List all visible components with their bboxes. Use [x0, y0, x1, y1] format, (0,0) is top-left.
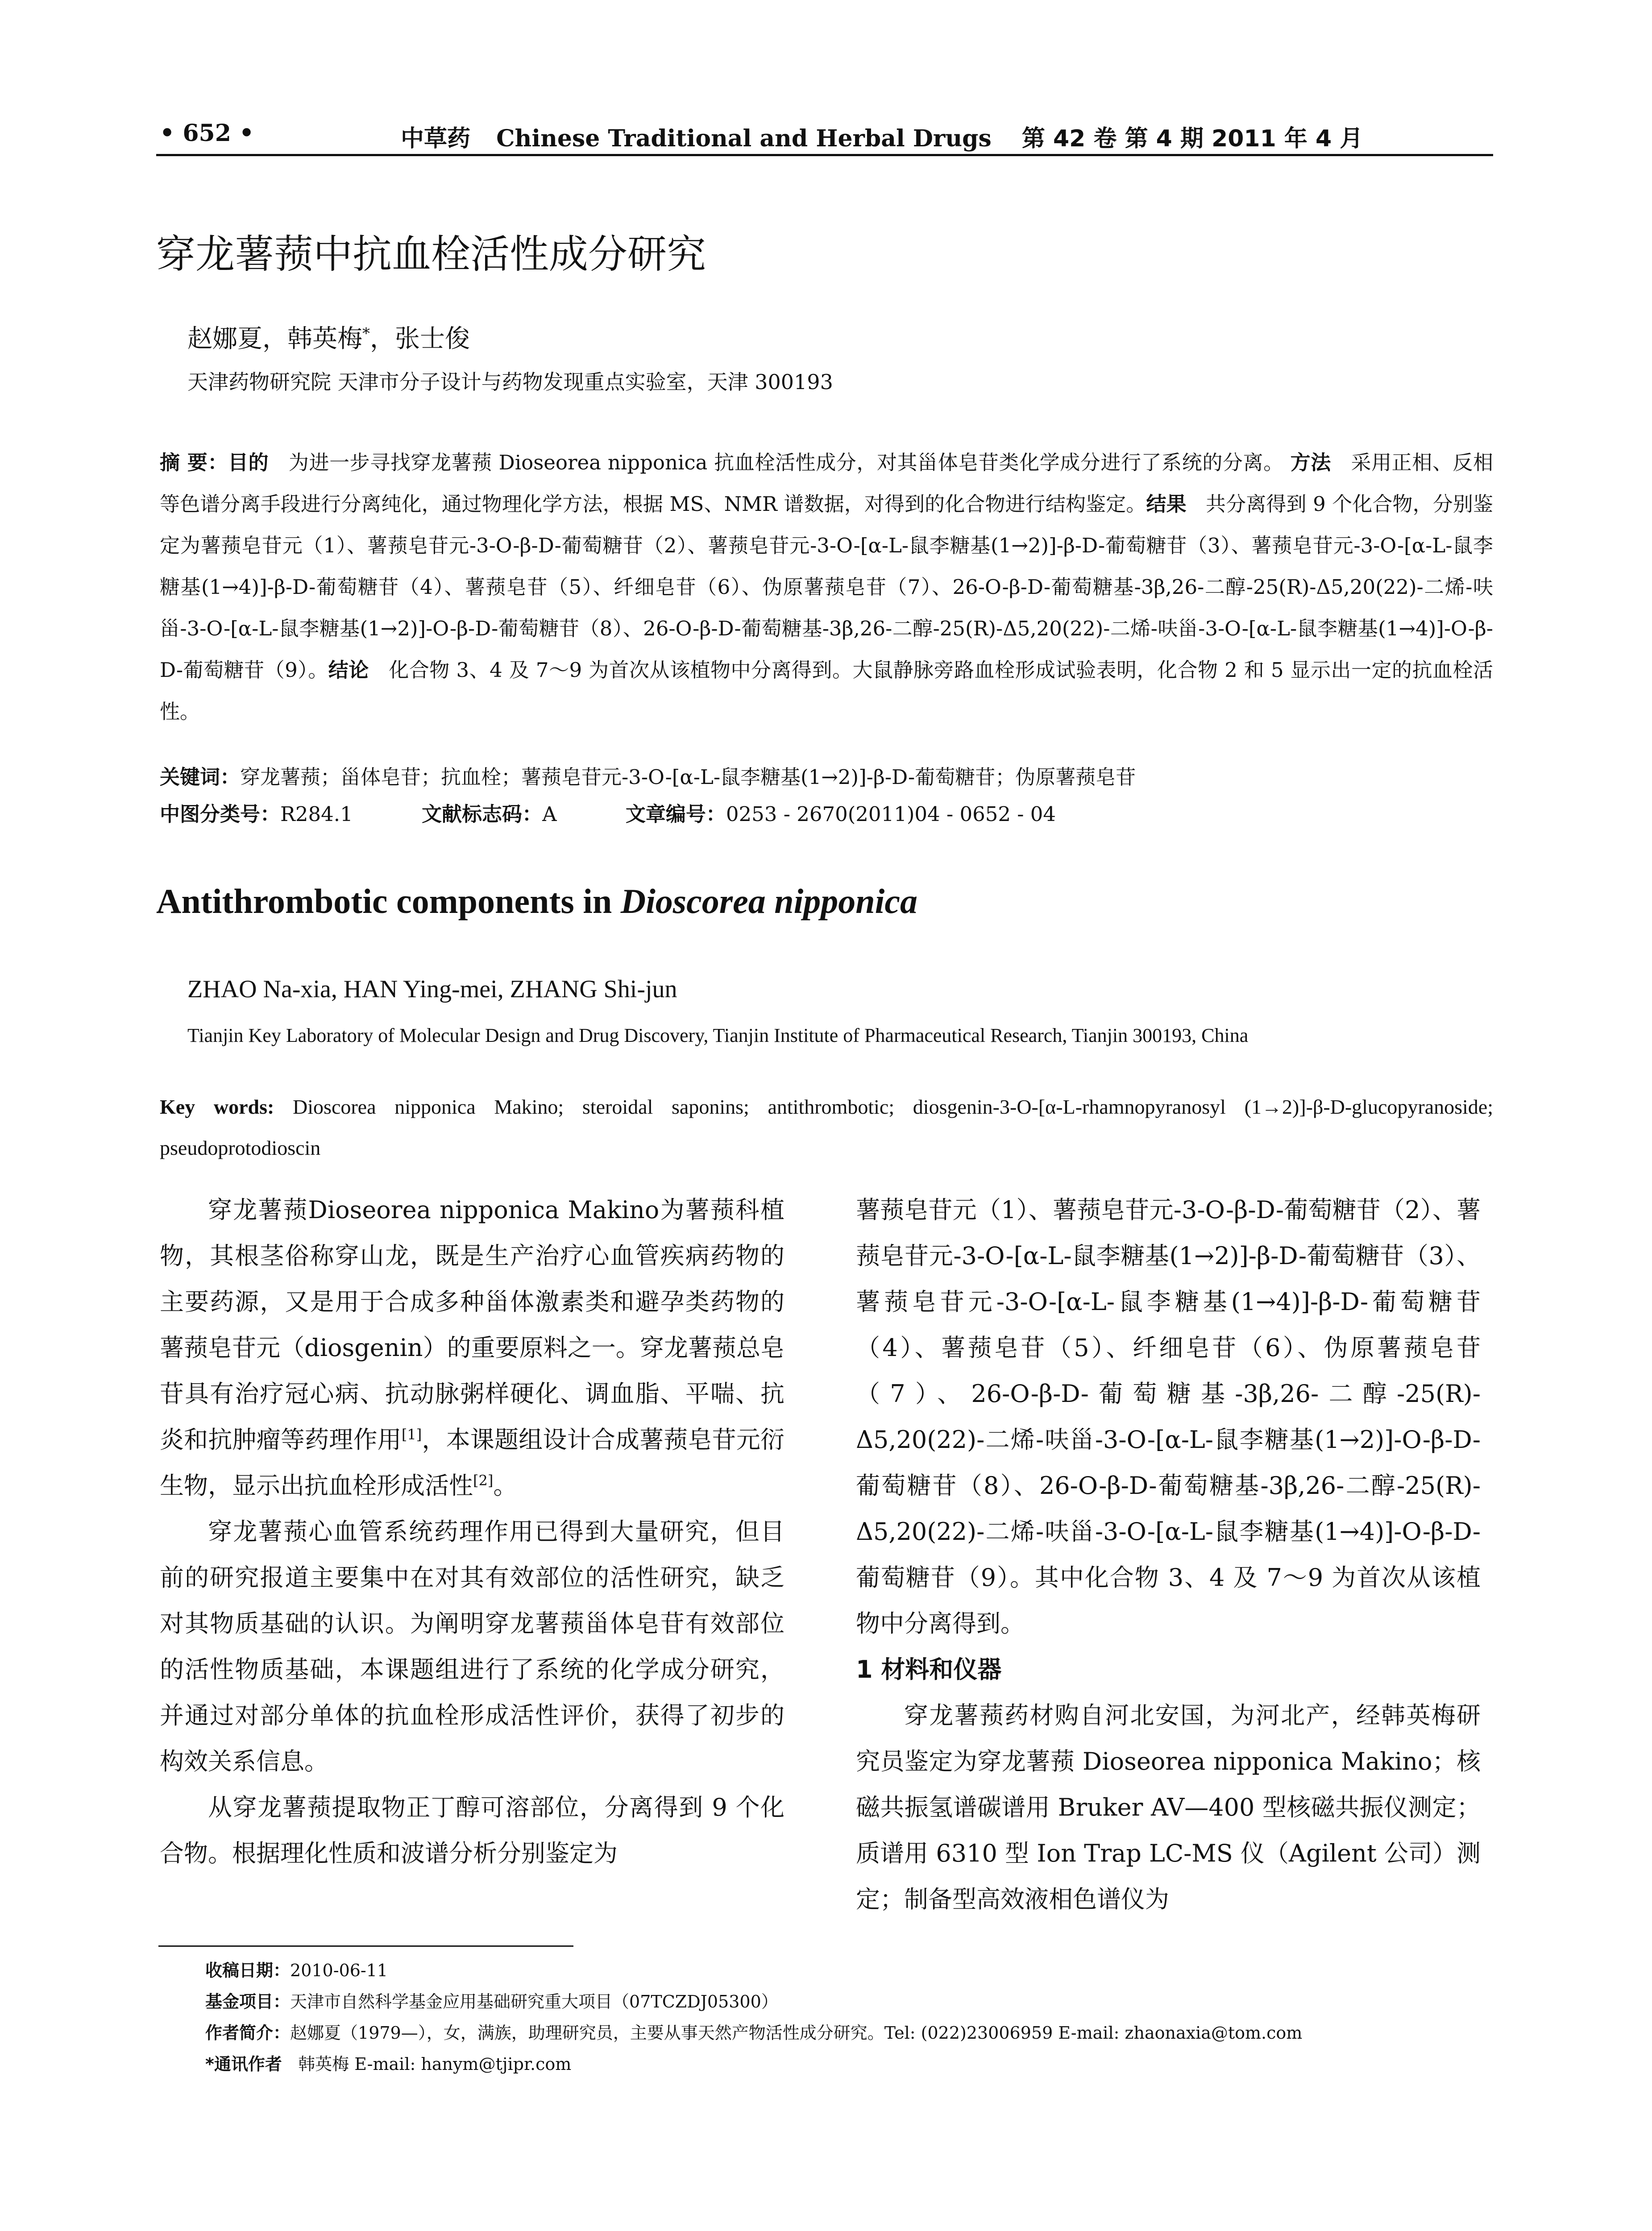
affiliation-cn: 天津药物研究院 天津市分子设计与药物发现重点实验室，天津 300193: [187, 370, 833, 394]
classification-line: [160, 798, 1118, 827]
keywords-cn-label: 关键词：: [160, 765, 241, 789]
result-text: 共分离得到 9 个化合物，分别鉴定为薯蓣皂苷元（1）、薯蓣皂苷元-3-O-β-D-葡萄糖苷（2）、薯蓣皂苷元-3-O-[α-L-鼠李糖基(1→2)]-β-D-葡萄糖苷（3）、薯蓣皂苷元-3-O-[α-L-鼠李糖基(1→4)]-β-D-葡萄糖苷（4）、薯蓣皂苷（5）、纤细皂苷（6）、伪原薯蓣皂苷（7）、26-O-β-D-葡萄糖基-3β,26-二醇-25(R)-Δ5,20(22)-二烯-呋甾-3-O-[α-L-鼠李糖基(1→2)]-O-β-D-葡萄糖苷（8）、26-O-β-D-葡萄糖基-3β,26-二醇-25(R)-Δ5,20(22)-二烯-呋甾-3-O-[α-L-鼠李糖基(1→4)]-O-β-D-葡萄糖苷（9）。: [160, 492, 1493, 682]
paragraph: 薯蓣皂苷元（1）、薯蓣皂苷元-3-O-β-D-葡萄糖苷（2）、薯蓣皂苷元-3-O-[α-L-鼠李糖基(1→2)]-β-D-葡萄糖苷（3）、薯蓣皂苷元-3-O-[α-L-鼠李糖基(1→4)]-β-D-葡萄糖苷（4）、薯蓣皂苷（5）、纤细皂苷（6）、伪原薯蓣皂苷（7）、26-O-β-D-葡萄糖基-3β,26-二醇-25(R)-Δ5,20(22)-二烯-呋甾-3-O-[α-L-鼠李糖基(1→2)]-O-β-D-葡萄糖苷（8）、26-O-β-D-葡萄糖基-3β,26-二醇-25(R)-Δ5,20(22)-二烯-呋甾-3-O-[α-L-鼠李糖基(1→4)]-O-β-D-葡萄糖苷（9）。其中化合物 3、4 及 7～9 为首次从该植物中分离得到。: [856, 1196, 1481, 1638]
body-column-left: [160, 1187, 784, 1876]
purpose-text: 为进一步寻找穿龙薯蓣 Dioseorea nipponica 抗血栓活性成分，对其甾体皂苷类化学成分进行了系统的分离。: [288, 451, 1284, 474]
footnote-label: *通讯作者: [205, 2054, 282, 2074]
affiliation-en: Tianjin Key Laboratory of Molecular Design and Drug Discovery, Tianjin Institute of Pharmaceutical Research, Tianjin 300193, China: [187, 1024, 1249, 1046]
article-id-value: 0253 - 2670(2011)04 - 0652 - 04: [726, 802, 1056, 826]
method-text: 采用正相、反相等色谱分离手段进行分离纯化，通过物理化学方法，根据 MS、NMR 谱数据，对得到的化合物进行结构鉴定。: [160, 451, 1494, 516]
footnote-text: 赵娜夏（1979—），女，满族，助理研究员，主要从事天然产物活性成分研究。Tel: (022)23006959 E-mail: zhaonaxia@tom.com: [290, 2023, 1303, 2043]
journal-name-cn: 中草药: [401, 125, 471, 152]
authors-cn-rest: ，张士俊: [370, 324, 470, 353]
keywords-cn: [160, 756, 1493, 798]
paragraph-text: 。: [493, 1472, 518, 1500]
doc-code-label: 文献标志码：: [422, 802, 543, 826]
article-id-label: 文章编号：: [625, 802, 726, 826]
result-label: 结果: [1146, 492, 1187, 516]
title-en-species: Dioscorea nipponica: [620, 882, 917, 921]
footnote-label: 作者简介：: [205, 2023, 291, 2043]
title-en-prefix: Antithrombotic components in: [156, 882, 621, 921]
footnote-bio: [205, 2019, 1302, 2044]
footnote-corresponding: [205, 2050, 571, 2075]
paragraph: 穿龙薯蓣心血管系统药理作用已得到大量研究，但目前的研究报道主要集中在对其有效部位的活性研究，缺乏对其物质基础的认识。为阐明穿龙薯蓣甾体皂苷有效部位的活性物质基础，本课题组进行了系统的化学成分研究，并通过对部分单体的抗血栓形成活性评价，获得了初步的构效关系信息。: [160, 1518, 784, 1775]
paragraph-text: 穿龙薯蓣Dioseorea nipponica Makino为薯蓣科植物，其根茎俗称穿山龙，既是生产治疗心血管疾病药物的主要药源，又是用于合成多种甾体激素类和避孕类药物的薯蓣皂苷元（diosgenin）的重要原料之一。穿龙薯蓣总皂苷具有治疗冠心病、抗动脉粥样硬化、调血脂、平喘、抗炎和抗肿瘤等药理作用: [160, 1196, 784, 1454]
journal-name-en: Chinese Traditional and Herbal Drugs: [496, 125, 992, 152]
footnote-rule: [158, 1945, 573, 1947]
citation-ref[interactable]: [1]: [401, 1426, 422, 1443]
corresponding-mark: *: [362, 324, 370, 343]
authors-cn-names: 赵娜夏，韩英梅: [187, 324, 362, 353]
journal-volume: 第 42 卷 第 4 期 2011 年 4 月: [1021, 125, 1363, 152]
footnote-fund: [205, 1988, 778, 2012]
footnote-label: 基金项目：: [205, 1992, 291, 2011]
conclusion-text: 化合物 3、4 及 7～9 为首次从该植物中分离得到。大鼠静脉旁路血栓形成试验表明，化合物 2 和 5 显示出一定的抗血栓活性。: [160, 658, 1493, 723]
authors-cn: [187, 319, 470, 355]
paragraph: 从穿龙薯蓣提取物正丁醇可溶部位，分离得到 9 个化合物。根据理化性质和波谱分析分别鉴定为: [160, 1793, 784, 1867]
clc-label: 中图分类号：: [160, 802, 281, 826]
journal-line: [401, 120, 1363, 153]
footnote-text: 天津市自然科学基金应用基础研究重大项目（07TCZDJ05300）: [290, 1992, 778, 2011]
purpose-label: 目的: [228, 451, 269, 474]
footnote-text: 2010-06-11: [290, 1961, 388, 1980]
page-number: • 652 •: [160, 120, 254, 147]
conclusion-label: 结论: [328, 658, 369, 682]
footnote-received: [205, 1957, 388, 1981]
abstract-label: 摘 要：: [160, 451, 228, 474]
citation-ref[interactable]: [2]: [473, 1472, 494, 1489]
method-label: 方法: [1290, 451, 1331, 474]
article-title-cn: 穿龙薯蓣中抗血栓活性成分研究: [156, 231, 706, 277]
abstract-cn: [160, 442, 1493, 732]
clc-value: R284.1: [280, 802, 353, 826]
article-title-en: [156, 881, 917, 921]
header-rule: [156, 154, 1493, 156]
keywords-en-text: Dioscorea nipponica Makino; steroidal saponins; antithrombotic; diosgenin-3-O-[α-L-rhamnopyranosyl (1→2)]-β-D-glucopyranoside; pseudoprotodioscin: [160, 1095, 1493, 1159]
keywords-en: [160, 1086, 1493, 1169]
paragraph: [160, 1187, 784, 1509]
keywords-en-label: Key words:: [160, 1095, 274, 1118]
footnote-label: 收稿日期：: [205, 1961, 291, 1980]
body-column-right: [856, 1187, 1481, 1922]
doc-code-value: A: [542, 802, 557, 826]
authors-en: ZHAO Na-xia, HAN Ying-mei, ZHANG Shi-jun: [187, 975, 677, 1003]
footnote-text: 韩英梅 E-mail: hanym@tjipr.com: [298, 2054, 572, 2074]
keywords-cn-text: 穿龙薯蓣；甾体皂苷；抗血栓；薯蓣皂苷元-3-O-[α-L-鼠李糖基(1→2)]-β-D-葡萄糖苷；伪原薯蓣皂苷: [240, 765, 1136, 789]
section-heading: 1 材料和仪器: [856, 1655, 1002, 1684]
paragraph: 穿龙薯蓣药材购自河北安国，为河北产，经韩英梅研究员鉴定为穿龙薯蓣 Dioseorea nipponica Makino；核磁共振氢谱碳谱用 Bruker AV—400 型核磁共振仪测定；质谱用 6310 型 Ion Trap LC-MS 仪（Agilent 公司）测定；制备型高效液相色谱仪为: [856, 1701, 1481, 1913]
paragraph-text: ，本课题组设计合成薯蓣皂苷元衍生物，显示出抗血栓形成活性: [160, 1426, 785, 1500]
